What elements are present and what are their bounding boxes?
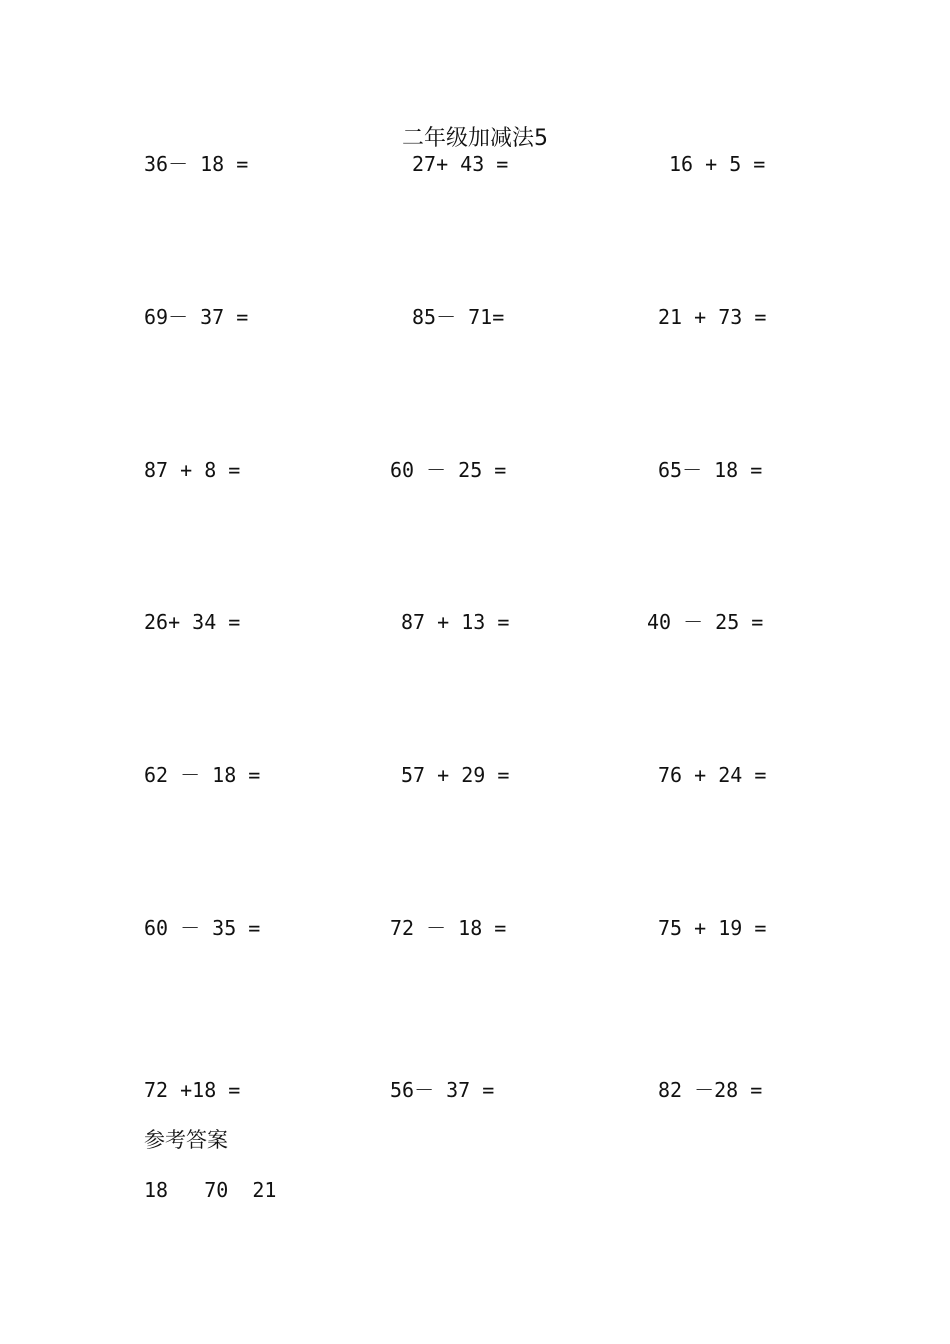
problem-r4-c3: 40 － 25 = bbox=[647, 610, 764, 634]
problem-r1-c1: 36－ 18 = bbox=[144, 152, 249, 176]
problem-r6-c2: 72 － 18 = bbox=[390, 916, 507, 940]
problem-r7-c2: 56－ 37 = bbox=[390, 1078, 495, 1102]
problem-r7-c3: 82 －28 = bbox=[658, 1078, 763, 1102]
problem-r2-c2: 85－ 71= bbox=[412, 305, 505, 329]
problem-r1-c2: 27+ 43 = bbox=[412, 152, 509, 176]
answers-values: 18 70 21 bbox=[144, 1178, 277, 1202]
problem-r7-c1: 72 +18 = bbox=[144, 1078, 241, 1102]
problem-r3-c3: 65－ 18 = bbox=[658, 458, 763, 482]
problem-r5-c1: 62 － 18 = bbox=[144, 763, 261, 787]
problem-r1-c3: 16 + 5 = bbox=[669, 152, 766, 176]
problem-r6-c1: 60 － 35 = bbox=[144, 916, 261, 940]
problem-r2-c3: 21 + 73 = bbox=[658, 305, 767, 329]
problem-r3-c2: 60 － 25 = bbox=[390, 458, 507, 482]
problem-r6-c3: 75 + 19 = bbox=[658, 916, 767, 940]
answers-heading: 参考答案 bbox=[144, 1128, 228, 1152]
problem-r4-c1: 26+ 34 = bbox=[144, 610, 241, 634]
problem-r3-c1: 87 + 8 = bbox=[144, 458, 241, 482]
worksheet-title: 二年级加减法5 bbox=[402, 126, 548, 151]
problem-r2-c1: 69－ 37 = bbox=[144, 305, 249, 329]
problem-r5-c3: 76 + 24 = bbox=[658, 763, 767, 787]
problem-r5-c2: 57 + 29 = bbox=[401, 763, 510, 787]
problem-r4-c2: 87 + 13 = bbox=[401, 610, 510, 634]
